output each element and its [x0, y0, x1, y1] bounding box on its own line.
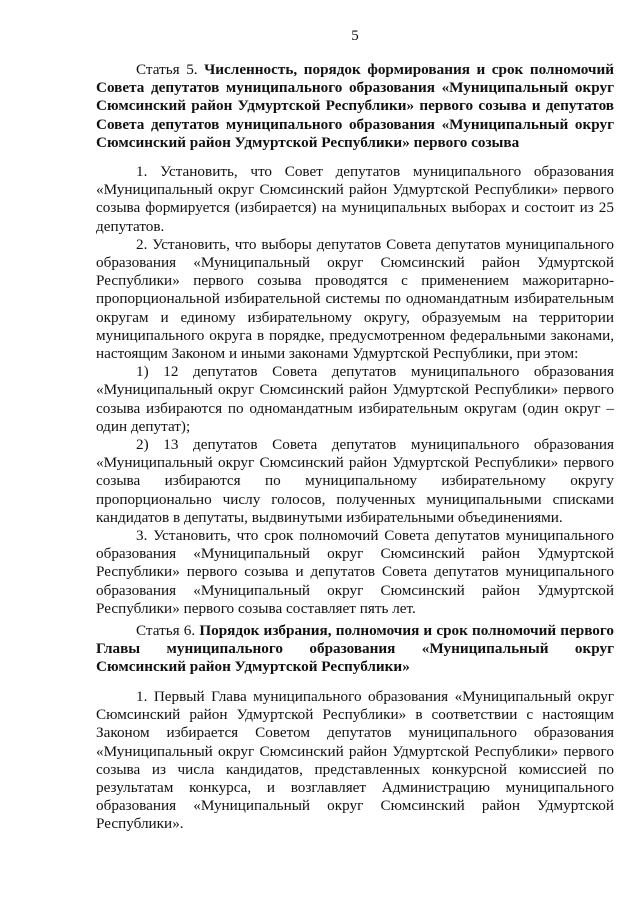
- article-5-paragraph-1: 1. Установить, что Совет депутатов муниципального образования «Муниципальный округ Сюмсинский район Удмуртской Республики» первого созыва формируется (избирается) на муниципальных выборах и состоит из 25 депутатов.: [96, 163, 614, 235]
- article-6-title: Порядок избрания, полномочия и срок полномочий первого Главы муниципального образования «Муниципальный округ Сюмсинский район Удмуртской Республики»: [96, 622, 615, 676]
- article-6-heading: [96, 622, 614, 677]
- article-6-paragraph-1: 1. Первый Глава муниципального образования «Муниципальный округ Сюмсинский район Удмуртской Республики» в соответствии с настоящим Законом избирается Советом депутатов муниципального образования «Муниципальный округ Сюмсинский район Удмуртской Республики» первого созыва из числа кандидатов, представленных конкурсной комиссией по результатам конкурса, и возглавляет Администрацию муниципального образования «Муниципальный округ Сюмсинский район Удмуртской Республики».: [96, 688, 614, 833]
- article-6-label: Статья 6.: [136, 622, 200, 639]
- article-5-body: [96, 163, 614, 618]
- page-number: 5: [351, 28, 359, 44]
- article-5-title: Численность, порядок формирования и срок полномочий Совета депутатов муниципального образования «Муниципальный округ Сюмсинский район Удмуртской Республики» первого созыва и депутатов Совета депутатов муниципального образования «Муниципальный округ Сюмсинский район Удмуртской Республики» первого созыва: [96, 61, 614, 151]
- article-5-label: Статья 5.: [136, 61, 205, 78]
- article-5-item-1: 1) 12 депутатов Совета депутатов муниципального образования «Муниципальный округ Сюмсинский район Удмуртской Республики» первого созыва избираются по одномандатным избирательным округам (один округ – один депутат);: [96, 363, 614, 435]
- article-5-heading: [96, 61, 614, 152]
- article-5-item-2: 2) 13 депутатов Совета депутатов муниципального образования «Муниципальный округ Сюмсинский район Удмуртской Республики» первого созыва избираются по муниципальному избирательному округу пропорционально числу голосов, полученных муниципальными списками кандидатов в депутаты, выдвинутыми избирательными объединениями.: [96, 436, 614, 526]
- article-6-body: [96, 688, 614, 834]
- article-5-paragraph-2: 2. Установить, что выборы депутатов Совета депутатов муниципального образования «Муниципальный округ Сюмсинский район Удмуртской Республики» первого созыва проводятся с применением мажоритарно-пропорциональной избирательной системы по одномандатным избирательным округам и единому избирательному округу, образуемым на территории муниципального округа в порядке, предусмотренном федеральными законами, настоящим Законом и иными законами Удмуртской Республики, при этом:: [96, 235, 614, 363]
- article-5-paragraph-3: 3. Установить, что срок полномочий Совета депутатов муниципального образования «Муниципальный округ Сюмсинский район Удмуртской Республики» первого созыва и депутатов Совета депутатов муниципального образования «Муниципальный округ Сюмсинский район Удмуртской Республики» первого созыва составляет пять лет.: [96, 527, 614, 617]
